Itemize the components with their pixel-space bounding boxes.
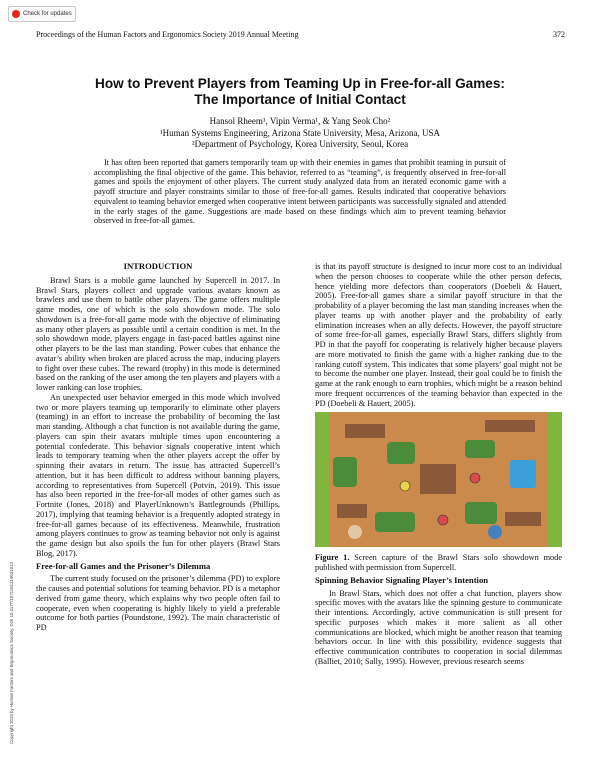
bush: [465, 440, 495, 458]
crossmark-icon: [12, 10, 20, 18]
joystick-control-icon: [488, 525, 502, 539]
copyright-text: Copyright 2019 by Human Factors and Ergonomics Society. DOI 10.1177/1071181319631013: [9, 561, 14, 744]
game-screenshot-figure: [315, 412, 562, 547]
wall-block: [505, 512, 541, 526]
pd-paragraph-continued: is that its payoff structure is designed to incur more cost to an individual when the person chooses to cooperate while the other person defects, hence yielding more defectors than cooperators (Doebeli & Hauert, 2005). Free-for-all games share a similar payoff structure in that the probability of a player becoming the last man standing increases when the player teams up with another player and the probability of early elimination increases when an ally defects. However, the payoff structure of some free-for-all games, especially Brawl Stars, differs slightly from PD in that the payoff for cooperating is relatively higher because players are more motivated to finish the game with a higher ranking due to the ranking cutoff system. This indicates that some players’ goal might not be to become the number one player. Instead, their goal could be to finish the game at the rank enough to earn trophies, which might be a reason behind more frequent occurrences of the teaming behavior than expected in the PD (Doebeli & Hauert, 2005).: [315, 262, 562, 408]
bush: [387, 442, 415, 464]
abstract: [94, 158, 506, 226]
title-line-2: The Importance of Initial Contact: [194, 92, 406, 107]
author-block: [30, 116, 570, 151]
page-number: 372: [553, 30, 565, 39]
wall-block: [337, 504, 367, 518]
intro-paragraph-2: An unexpected user behavior emerged in this mode which involved two or more players teaming up temporarily to eliminate other players (teaming) in an effort to increase the probability of becoming the last man standing. Although a chat function is not available during the game, players can spin their avatars multiple times upon encountering a potential confederate. This behavior signals cooperative intent which leads to temporary teaming when the other players accept the offer by spinning their avatars in return. The issue has attracted Supercell’s attention, but it has been difficult to address without banning players, according to representatives from Supercell (Potvin, 2019). This issue has also been reported in the free-for-all modes of other games such as Fortnite (Jones, 2018) and PlayerUnknown’s Battlegrounds (Phillips, 2017), implying that teaming behavior is a frequently adopted strategy in free-for-all games because of its effectiveness. Meanwhile, frustration among players continues to grow as teaming behavior not only is against the game design but also spoils the fun for other players (Brawl Stars Blog, 2017).: [36, 392, 280, 558]
title-line-1: How to Prevent Players from Teaming Up in Free-for-all Games:: [95, 76, 505, 91]
right-column: [315, 262, 562, 667]
copyright-sidebar: [6, 488, 26, 748]
wall-block: [345, 424, 385, 438]
affiliation-1: ¹Human Systems Engineering, Arizona State University, Mesa, Arizona, USA: [159, 127, 441, 138]
spinning-behavior-heading: Spinning Behavior Signaling Player’s Intention: [315, 574, 489, 585]
poison-cloud-left: [315, 412, 329, 547]
author-names: Hansol Rheem¹, Vipin Verma¹, & Yang Seok Cho²: [209, 116, 391, 126]
affiliation-2: ²Department of Psychology, Korea University, Seoul, Korea: [191, 139, 409, 149]
pd-paragraph-1: The current study focused on the prisoner’s dilemma (PD) to explore the causes and potential solutions for teaming behavior. PD is a metaphor derived from game theory, which explains why two people often fail to cooperate, even when cooperating is highly likely to yield a preferable outcome for both parties (Poundstone, 1992). The main characteristic of PD: [36, 574, 280, 632]
bush: [333, 457, 357, 487]
wall-block: [485, 420, 535, 432]
paper-title: [30, 76, 570, 108]
poison-cloud-right: [548, 412, 562, 547]
water-pool: [510, 460, 536, 488]
figure-label: Figure 1.: [315, 553, 350, 563]
spin-paragraph-1: In Brawl Stars, which does not offer a chat function, players show specific moves with the avatars like the spinning gesture to communicate their intentions. Accordingly, active communication is still present for specific purposes which makes it more salient as all other communications are blocked, which might be another reason that teaming behaviors occur. In line with this possibility, evidence suggests that effective communication contributes to cooperation in social dilemmas (Balliet, 2010; Sally, 1995). However, previous research seems: [315, 588, 562, 666]
bush: [465, 502, 497, 524]
badge-label: Check for updates: [23, 11, 72, 17]
enemy-avatar: [470, 473, 480, 483]
enemy-avatar: [438, 515, 448, 525]
intro-paragraph-1: Brawl Stars is a mobile game launched by Supercell in 2017. In Brawl Stars, players collect and upgrade various avatars known as brawlers and use them to battle other players. The game offers multiple game modes, one of which is the solo showdown mode. The solo showdown is a free-for-all game mode with the objective of eliminating as many other players as possible until a certain condition is met. In the solo showdown mode, players engage in fast-paced battles against nine other players to be the last man standing. Power cubes that enhance the avatar’s ability when broken are placed across the map, inducing players to fight over these cubes. The reward (trophy) in this mode is determined based on the ranking of the user among the ten players and players with a lower ranking can lose trophies.: [36, 275, 280, 392]
left-column: [36, 262, 280, 633]
joystick-move-icon: [348, 525, 362, 539]
introduction-heading: INTRODUCTION: [123, 261, 193, 271]
check-for-updates-badge[interactable]: [8, 6, 76, 22]
figure-caption-text: Screen capture of the Brawl Stars solo showdown mode published with permission from Supercell.: [315, 553, 563, 572]
figure-caption: [315, 553, 562, 573]
bush: [375, 512, 415, 532]
prisoners-dilemma-heading: Free-for-all Games and the Prisoner’s Dilemma: [36, 560, 211, 571]
player-avatar: [400, 481, 410, 491]
wall-block: [420, 464, 456, 494]
proceedings-title: Proceedings of the Human Factors and Ergonomics Society 2019 Annual Meeting: [36, 30, 299, 39]
abstract-text: It has often been reported that gamers temporarily team up with their enemies in games that prohibit teaming in pursuit of accomplishing the final objective of the game. This behavior, referred to as “teaming”, is frequently observed in free-for-all games and spoils the enjoyment of other players. The current study analyzed data from an iterated economic game with a payoff structure and player constraints similar to those of free-for-all games. Results indicated that cooperative behaviors equivalent to teaming behavior emerged when cooperative intent between participants was successfully signaled and attended in the early stages of the game. Suggestions are made based on these findings which aim to prevent teaming behavior observed in free-for-all games.: [94, 158, 506, 226]
running-header: [36, 30, 565, 39]
